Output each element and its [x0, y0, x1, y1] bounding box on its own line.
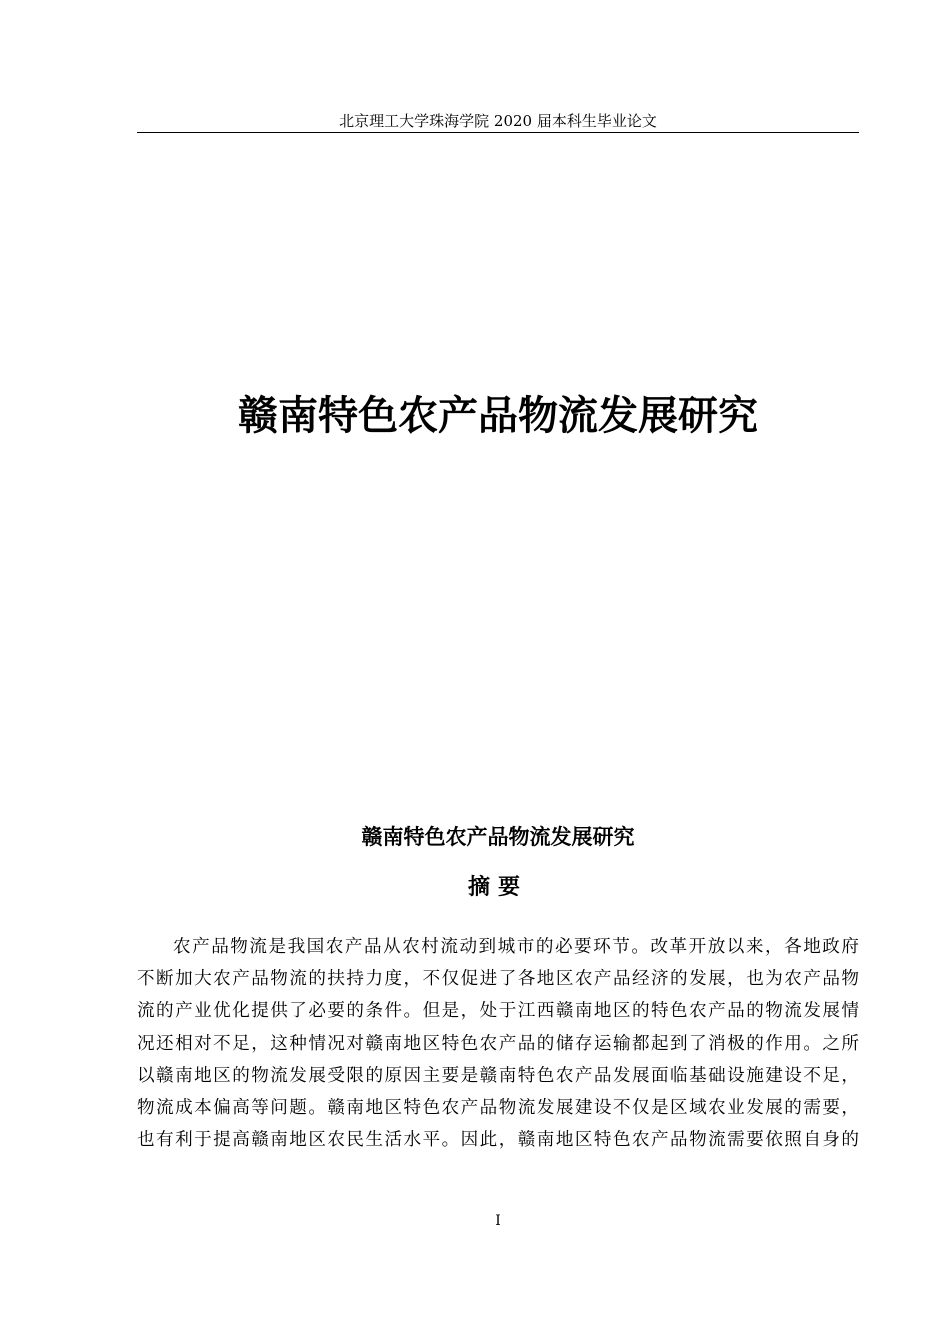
page-header: [137, 112, 859, 133]
abstract-heading: 摘要: [467, 874, 528, 900]
abstract-line: 物流成本偏高等问题。赣南地区特色农产品物流发展建设不仅是区域农业发展的需要，: [137, 1097, 859, 1118]
thesis-title: 赣南特色农产品物流发展研究: [238, 392, 758, 439]
page-number: I: [495, 1213, 501, 1229]
abstract-line: 农产品物流是我国农产品从农村流动到城市的必要环节。改革开放以来，各地政府: [173, 937, 859, 957]
abstract-line: 不断加大农产品物流的扶持力度，不仅促进了各地区农产品经济的发展，也为农产品物: [137, 969, 859, 990]
abstract-line: 流的产业优化提供了必要的条件。但是，处于江西赣南地区的特色农产品的物流发展情: [137, 1001, 859, 1022]
abstract-line: 况还相对不足，这种情况对赣南地区特色农产品的储存运输都起到了消极的作用。之所: [137, 1033, 859, 1054]
abstract-line: 以赣南地区的物流发展受限的原因主要是赣南特色农产品发展面临基础设施建设不足，: [137, 1065, 859, 1086]
abstract-title: 赣南特色农产品物流发展研究: [361, 824, 635, 849]
abstract-line: 也有利于提高赣南地区农民生活水平。因此，赣南地区特色农产品物流需要依照自身的: [137, 1130, 859, 1151]
header-text: 北京理工大学珠海学院 2020 届本科生毕业论文: [339, 112, 657, 130]
abstract-body: [137, 931, 859, 1156]
